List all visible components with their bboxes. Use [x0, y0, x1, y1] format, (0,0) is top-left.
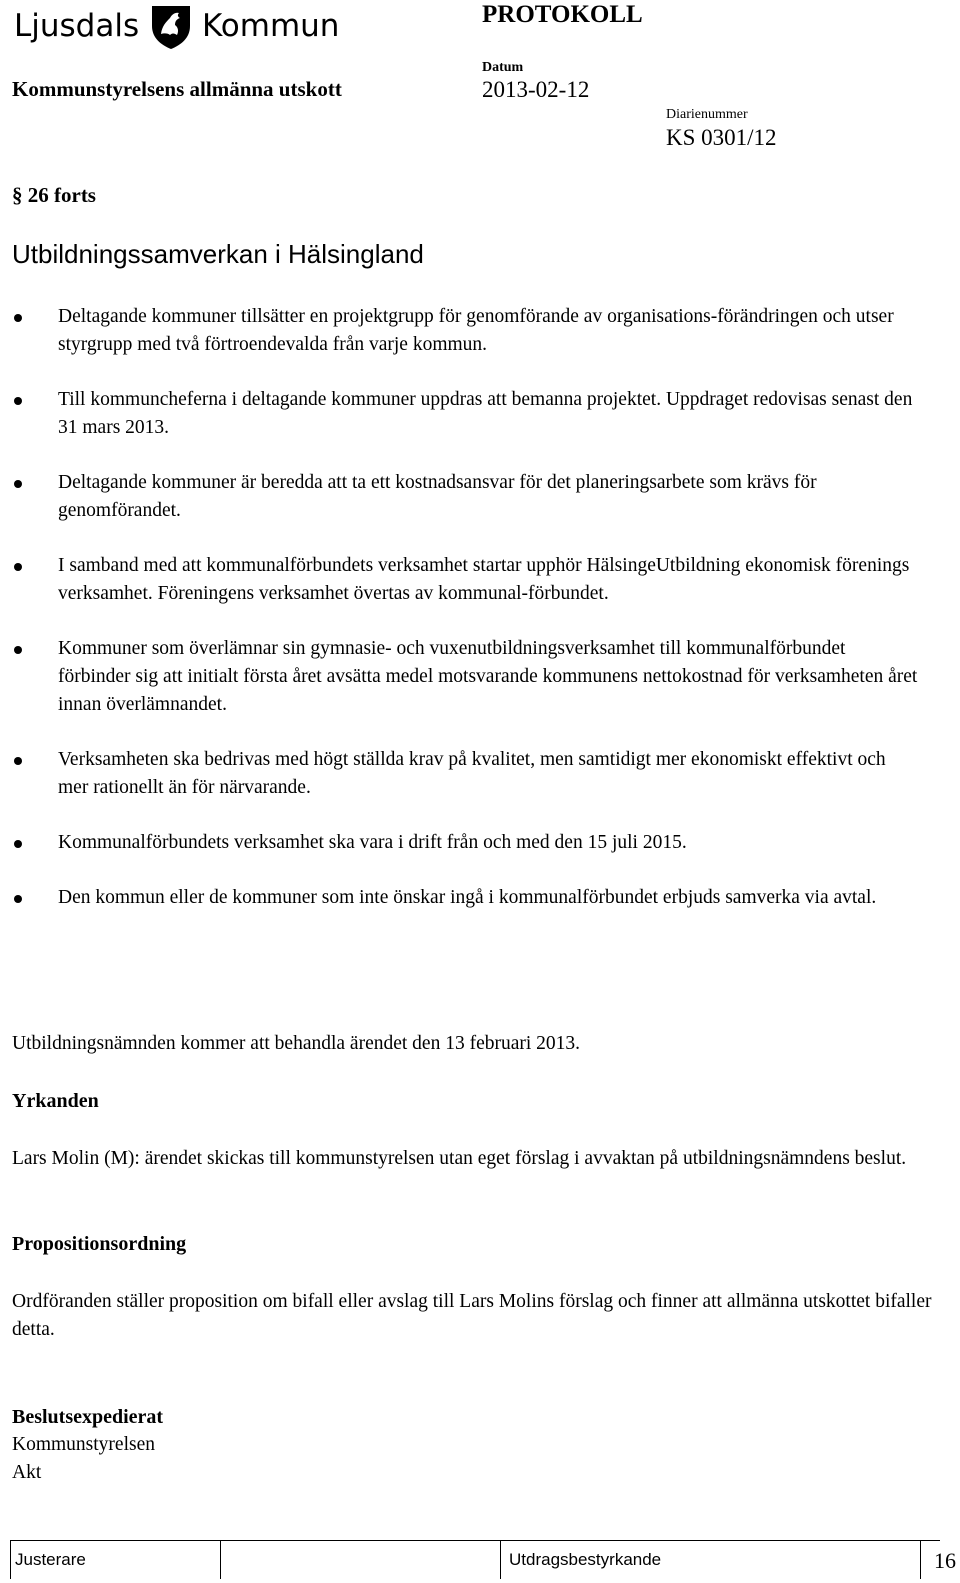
list-item-text: Deltagande kommuner tillsätter en projektgrupp för genomförande av organisations-förändringen och utser styrgrupp med två förtroendevalda från varje kommun.: [58, 306, 894, 355]
list-item: [0, 469, 960, 525]
list-item-text: Kommunalförbundets verksamhet ska vara i drift från och med den 15 juli 2015.: [58, 832, 687, 853]
list-item: [0, 386, 960, 442]
bullet-icon: [14, 480, 22, 488]
list-item: [0, 884, 960, 912]
list-item: [0, 746, 960, 802]
paragraph-yrkanden: Lars Molin (M): ärendet skickas till kommunstyrelsen utan eget förslag i avvaktan på utbildningsnämndens beslut.: [12, 1148, 907, 1169]
diarienummer-value: KS 0301/12: [666, 125, 777, 150]
list-item-text: I samband med att kommunalförbundets verksamhet startar upphör HälsingeUtbildning ekonomisk förenings verksamhet. Föreningens verksamhet övertas av kommunal-förbundet.: [58, 555, 910, 604]
justerare-field: Justerare: [10, 1541, 220, 1579]
date-label: Datum: [482, 60, 524, 75]
logo-text-right: Kommun: [202, 8, 340, 44]
list-item-text: Till kommuncheferna i deltagande kommuner uppdras att bemanna projektet. Uppdraget redovisas senast den 31 mars 2013.: [58, 389, 913, 438]
paragraph-propositionsordning: Ordföranden ställer proposition om bifall eller avslag till Lars Molins förslag och finner att allmänna utskottet bifaller detta.: [12, 1291, 932, 1340]
heading-propositionsordning: Propositionsordning: [12, 1233, 187, 1255]
list-item-text: Kommuner som överlämnar sin gymnasie- och vuxenutbildningsverksamhet till kommunalförbundet förbinder sig att initialt första året avsätta medel motsvarande kommunens nettokostnad för verksamheten året innan överlämnandet.: [58, 638, 918, 715]
justerare-signature-box: [220, 1541, 500, 1579]
diarienummer-label: Diarienummer: [666, 107, 748, 122]
heading-yrkanden: Yrkanden: [12, 1090, 99, 1112]
signature-footer: [10, 1540, 940, 1579]
recipient-akt: Akt: [12, 1462, 42, 1483]
bullet-icon: [14, 314, 22, 322]
municipality-logo: [12, 2, 342, 50]
bullet-icon: [14, 895, 22, 903]
coat-of-arms-icon: [146, 4, 196, 50]
section-number: § 26 forts: [12, 183, 96, 207]
recipient-kommunstyrelsen: Kommunstyrelsen: [12, 1434, 155, 1455]
heading-beslutsexpedierat: Beslutsexpedierat: [12, 1406, 164, 1428]
date-value: 2013-02-12: [482, 77, 590, 102]
list-item-text: Verksamheten ska bedrivas med högt ställda krav på kvalitet, men samtidigt mer ekonomiskt effektivt och mer rationellt än för närvarande.: [58, 749, 886, 798]
bullet-icon: [14, 646, 22, 654]
page-number: 16: [934, 1548, 956, 1573]
page-title: Utbildningssamverkan i Hälsingland: [12, 239, 424, 269]
logo-text-left: Ljusdals: [14, 8, 140, 44]
bullet-icon: [14, 840, 22, 848]
list-item: [0, 829, 960, 857]
list-item: [0, 303, 960, 359]
decision-bullet-list: [0, 303, 960, 939]
bullet-icon: [14, 757, 22, 765]
list-item: [0, 635, 960, 719]
list-item-text: Deltagande kommuner är beredda att ta ett kostnadsansvar för det planeringsarbete som krävs för genomförandet.: [58, 472, 817, 521]
utdragsbestyrkande-field: Utdragsbestyrkande: [500, 1541, 920, 1579]
bullet-icon: [14, 563, 22, 571]
list-item: [0, 552, 960, 608]
list-item-text: Den kommun eller de kommuner som inte önskar ingå i kommunalförbundet erbjuds samverka via avtal.: [58, 887, 877, 908]
document-type: PROTOKOLL: [482, 1, 643, 28]
committee-name: Kommunstyrelsens allmänna utskott: [12, 77, 342, 101]
paragraph-utbildningsnamnden: Utbildningsnämnden kommer att behandla ärendet den 13 februari 2013.: [12, 1033, 581, 1054]
bullet-icon: [14, 397, 22, 405]
